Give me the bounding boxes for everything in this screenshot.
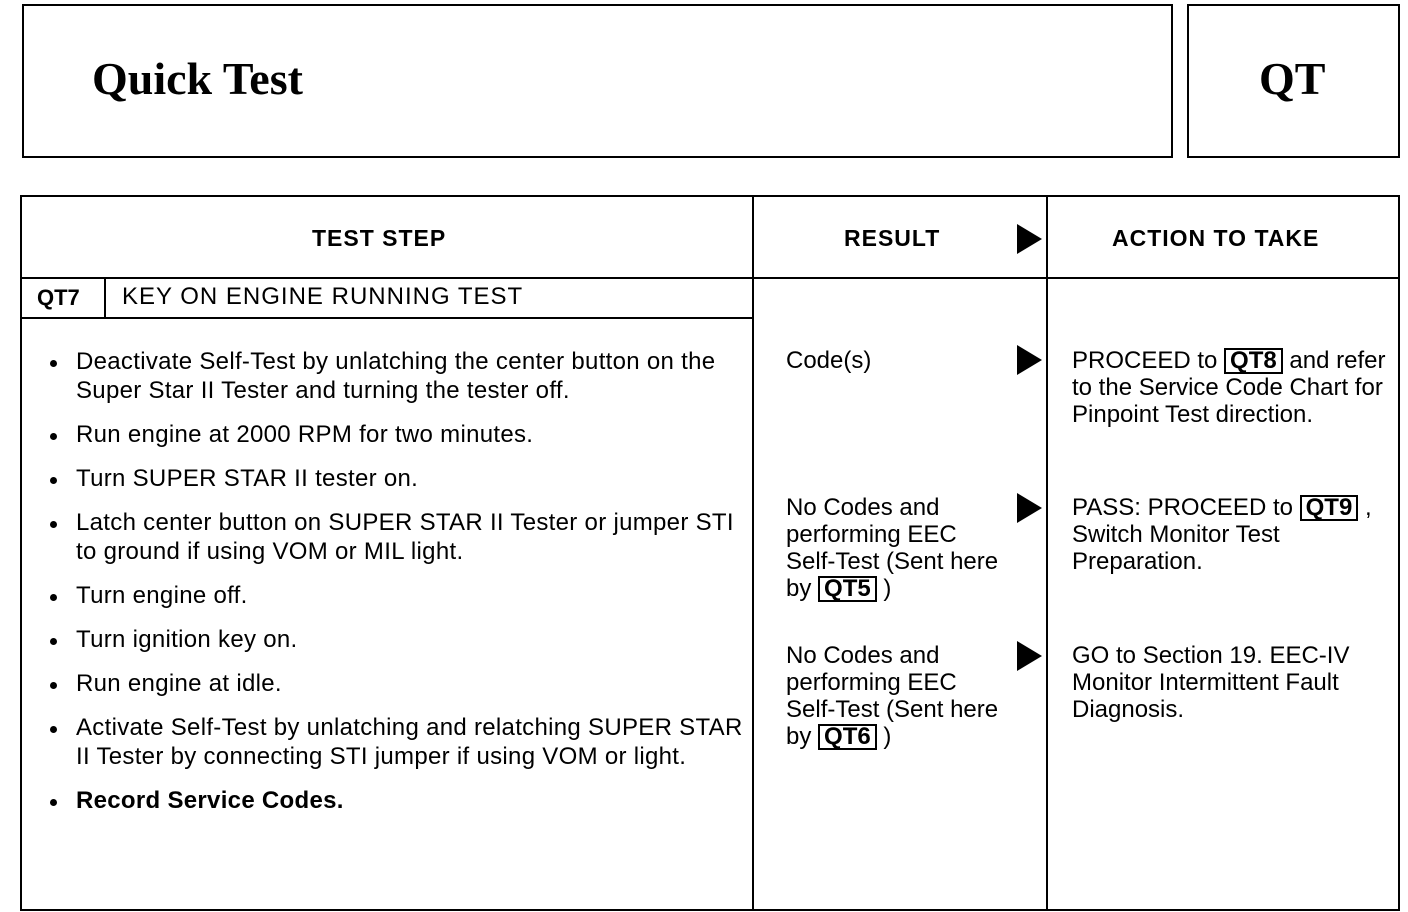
bullet-icon xyxy=(50,594,57,601)
step-ref-qt5: QT5 xyxy=(818,576,877,602)
test-steps-list xyxy=(46,347,746,830)
result-text: No Codes and performing EEC Self-Test (Sent here by xyxy=(786,494,999,602)
step-text: Turn ignition key on. xyxy=(76,626,298,653)
section-code: QT xyxy=(1259,53,1326,104)
list-item xyxy=(46,508,746,566)
action-text: PASS: PROCEED to xyxy=(1072,494,1293,521)
step-ref-qt9: QT9 xyxy=(1300,495,1359,521)
step-text: Turn SUPER STAR II tester on. xyxy=(76,465,419,492)
step-text: Run engine at idle. xyxy=(76,670,282,697)
result-codes: Code(s) xyxy=(786,347,872,374)
result-text-end: ) xyxy=(883,723,892,750)
list-item xyxy=(46,625,746,654)
list-item xyxy=(46,786,746,815)
action-text: PROCEED to xyxy=(1072,347,1218,374)
step-title: KEY ON ENGINE RUNNING TEST xyxy=(122,283,524,310)
step-text: Deactivate Self-Test by unlatching the center button on the Super Star II Tester and turning the tester off. xyxy=(76,348,716,404)
arrow-right-icon xyxy=(1017,641,1042,671)
step-text: Run engine at 2000 RPM for two minutes. xyxy=(76,421,534,448)
step-id: QT7 xyxy=(37,285,80,310)
column-header-action: ACTION TO TAKE xyxy=(1112,225,1320,251)
result-no-codes-qt5 xyxy=(786,494,1006,602)
list-item xyxy=(46,347,746,405)
bullet-icon xyxy=(50,360,57,367)
bullet-icon xyxy=(50,521,57,528)
title-box xyxy=(22,4,1173,158)
bullet-icon xyxy=(50,799,57,806)
bullet-icon xyxy=(50,433,57,440)
column-divider xyxy=(1046,197,1048,909)
result-no-codes-qt6 xyxy=(786,642,1006,750)
list-item xyxy=(46,581,746,610)
step-text: Latch center button on SUPER STAR II Tester or jumper STI to ground if using VOM or MIL light. xyxy=(76,509,734,565)
step-title-divider xyxy=(22,317,752,319)
action-2 xyxy=(1072,494,1392,575)
list-item xyxy=(46,713,746,771)
action-text: and refer to the Service Code Chart for Pinpoint Test direction. xyxy=(1072,347,1386,428)
action-3: GO to Section 19. EEC-IV Monitor Intermittent Fault Diagnosis. xyxy=(1072,642,1350,723)
arrow-right-icon xyxy=(1017,493,1042,523)
result-text-end: ) xyxy=(883,575,892,602)
bullet-icon xyxy=(50,726,57,733)
list-item xyxy=(46,420,746,449)
arrow-right-icon xyxy=(1017,345,1042,375)
arrow-right-icon xyxy=(1017,224,1042,254)
step-ref-qt6: QT6 xyxy=(818,724,877,750)
bullet-icon xyxy=(50,682,57,689)
list-item xyxy=(46,669,746,698)
step-text: Record Service Codes. xyxy=(76,787,344,814)
column-header-result: RESULT xyxy=(844,225,941,251)
page-title: Quick Test xyxy=(92,53,303,104)
step-text: Turn engine off. xyxy=(76,582,248,609)
action-1 xyxy=(1072,347,1392,428)
column-divider xyxy=(752,197,754,909)
list-item xyxy=(46,464,746,493)
bullet-icon xyxy=(50,477,57,484)
header-divider xyxy=(22,277,1398,279)
step-text: Activate Self-Test by unlatching and relatching SUPER STAR II Tester by connecting STI jumper if using VOM or light. xyxy=(76,714,743,770)
test-table xyxy=(20,195,1400,911)
action-text: , Switch Monitor Test Preparation. xyxy=(1072,494,1372,575)
bullet-icon xyxy=(50,638,57,645)
section-code-box xyxy=(1187,4,1400,158)
column-header-test-step: TEST STEP xyxy=(312,225,447,251)
step-ref-qt8: QT8 xyxy=(1224,348,1283,374)
result-text: No Codes and performing EEC Self-Test (Sent here by xyxy=(786,642,999,750)
